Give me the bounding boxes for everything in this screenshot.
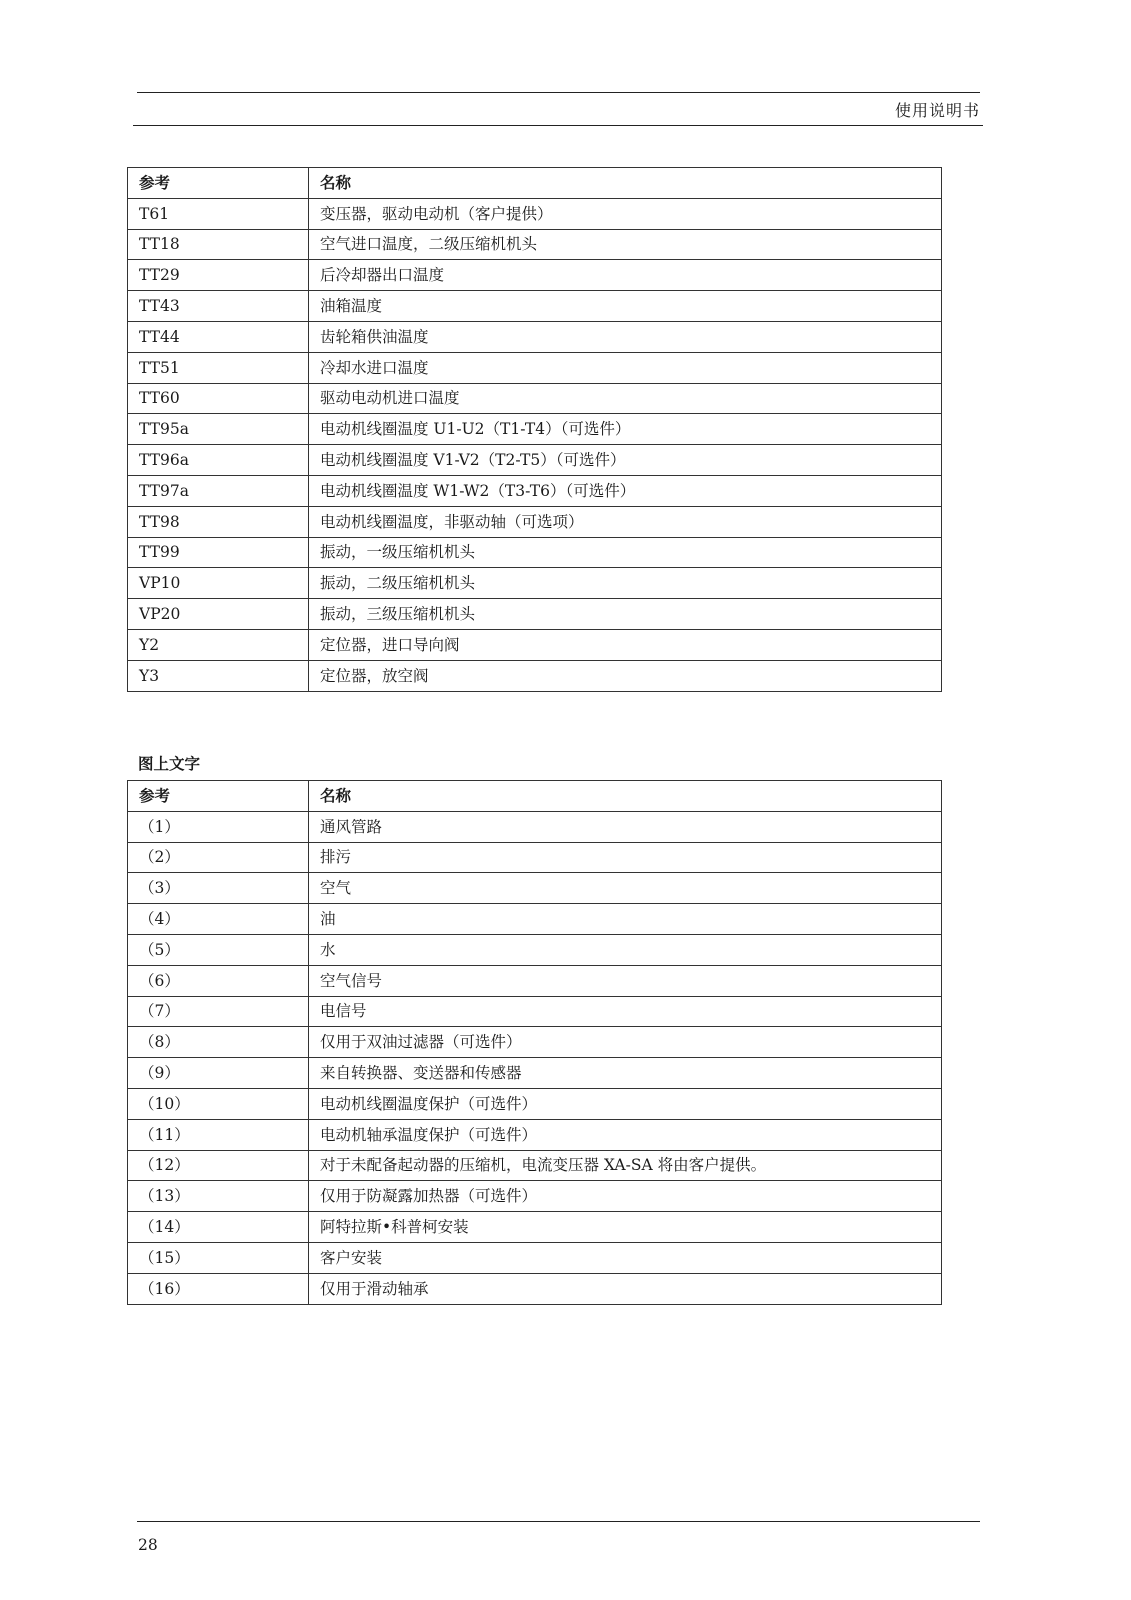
page-number: 28 xyxy=(138,1536,158,1554)
row-ref-cell: （3） xyxy=(128,873,309,904)
row-name-cell: 振动，二级压缩机机头 xyxy=(309,568,942,599)
row-ref-cell: TT51 xyxy=(128,352,309,383)
row-ref-cell: （5） xyxy=(128,934,309,965)
table-row xyxy=(128,1273,942,1304)
table-row xyxy=(128,198,942,229)
row-name-cell: 仅用于防凝露加热器（可选件） xyxy=(309,1181,942,1212)
row-name-cell: 空气信号 xyxy=(309,965,942,996)
row-name-cell: 仅用于双油过滤器（可选件） xyxy=(309,1027,942,1058)
table-row xyxy=(128,934,942,965)
row-name-cell: 阿特拉斯•科普柯安装 xyxy=(309,1212,942,1243)
row-name-cell: 电动机线圈温度 U1-U2（T1-T4）（可选件） xyxy=(309,414,942,445)
row-name-cell: 空气进口温度，二级压缩机机头 xyxy=(309,229,942,260)
row-name-cell: 驱动电动机进口温度 xyxy=(309,383,942,414)
row-ref-cell: （8） xyxy=(128,1027,309,1058)
row-name-cell: 电动机线圈温度，非驱动轴（可选项） xyxy=(309,506,942,537)
row-name-cell: 对于未配备起动器的压缩机，电流变压器 XA-SA 将由客户提供。 xyxy=(309,1150,942,1181)
section-title: 图上文字 xyxy=(138,754,201,773)
table-row xyxy=(128,321,942,352)
table-row xyxy=(128,904,942,935)
row-ref-cell: Y2 xyxy=(128,629,309,660)
table-header-row xyxy=(128,168,942,199)
table-row xyxy=(128,1150,942,1181)
table-row xyxy=(128,568,942,599)
reference-table-2-body xyxy=(128,781,942,1305)
column-header-ref: 参考 xyxy=(128,168,309,199)
reference-table-1-body xyxy=(128,168,942,692)
row-name-cell: 后冷却器出口温度 xyxy=(309,260,942,291)
table-row xyxy=(128,383,942,414)
header-rule-bottom xyxy=(133,125,983,126)
row-name-cell: 仅用于滑动轴承 xyxy=(309,1273,942,1304)
row-name-cell: 电动机线圈温度保护（可选件） xyxy=(309,1088,942,1119)
table-row xyxy=(128,811,942,842)
table-row xyxy=(128,660,942,691)
reference-table-1 xyxy=(127,167,942,692)
row-name-cell: 振动，一级压缩机机头 xyxy=(309,537,942,568)
table-row xyxy=(128,1242,942,1273)
table-row xyxy=(128,291,942,322)
row-ref-cell: （7） xyxy=(128,996,309,1027)
table-row xyxy=(128,475,942,506)
table-row xyxy=(128,414,942,445)
table-header-row xyxy=(128,781,942,812)
row-ref-cell: （4） xyxy=(128,904,309,935)
row-ref-cell: （12） xyxy=(128,1150,309,1181)
header-rule-top xyxy=(137,92,980,93)
row-ref-cell: （2） xyxy=(128,842,309,873)
table-row xyxy=(128,996,942,1027)
table-row xyxy=(128,506,942,537)
row-ref-cell: （16） xyxy=(128,1273,309,1304)
row-ref-cell: TT99 xyxy=(128,537,309,568)
row-ref-cell: TT44 xyxy=(128,321,309,352)
row-ref-cell: TT18 xyxy=(128,229,309,260)
table-row xyxy=(128,445,942,476)
row-name-cell: 排污 xyxy=(309,842,942,873)
row-ref-cell: VP10 xyxy=(128,568,309,599)
row-name-cell: 变压器，驱动电动机（客户提供） xyxy=(309,198,942,229)
table-row xyxy=(128,537,942,568)
row-name-cell: 定位器，放空阀 xyxy=(309,660,942,691)
table-row xyxy=(128,1212,942,1243)
table-row xyxy=(128,1027,942,1058)
table-row xyxy=(128,260,942,291)
row-name-cell: 油箱温度 xyxy=(309,291,942,322)
row-ref-cell: （9） xyxy=(128,1058,309,1089)
row-ref-cell: （1） xyxy=(128,811,309,842)
column-header-name: 名称 xyxy=(309,781,942,812)
row-ref-cell: TT95a xyxy=(128,414,309,445)
row-ref-cell: TT29 xyxy=(128,260,309,291)
row-name-cell: 电信号 xyxy=(309,996,942,1027)
table-row xyxy=(128,1119,942,1150)
row-ref-cell: TT43 xyxy=(128,291,309,322)
row-ref-cell: （6） xyxy=(128,965,309,996)
row-ref-cell: TT60 xyxy=(128,383,309,414)
row-ref-cell: （11） xyxy=(128,1119,309,1150)
row-name-cell: 电动机线圈温度 W1-W2（T3-T6）（可选件） xyxy=(309,475,942,506)
row-ref-cell: TT96a xyxy=(128,445,309,476)
table-row xyxy=(128,1181,942,1212)
row-ref-cell: （13） xyxy=(128,1181,309,1212)
reference-table-2 xyxy=(127,780,942,1305)
table-row xyxy=(128,599,942,630)
header-title: 使用说明书 xyxy=(894,101,980,120)
column-header-name: 名称 xyxy=(309,168,942,199)
column-header-ref: 参考 xyxy=(128,781,309,812)
table-row xyxy=(128,229,942,260)
table-row xyxy=(128,1088,942,1119)
table-row xyxy=(128,842,942,873)
table-row xyxy=(128,1058,942,1089)
row-name-cell: 冷却水进口温度 xyxy=(309,352,942,383)
row-name-cell: 定位器，进口导向阀 xyxy=(309,629,942,660)
row-ref-cell: （15） xyxy=(128,1242,309,1273)
row-name-cell: 空气 xyxy=(309,873,942,904)
row-ref-cell: TT97a xyxy=(128,475,309,506)
table-row xyxy=(128,873,942,904)
row-ref-cell: T61 xyxy=(128,198,309,229)
row-name-cell: 来自转换器、变送器和传感器 xyxy=(309,1058,942,1089)
row-name-cell: 振动，三级压缩机机头 xyxy=(309,599,942,630)
row-name-cell: 客户安装 xyxy=(309,1242,942,1273)
row-name-cell: 电动机线圈温度 V1-V2（T2-T5）（可选件） xyxy=(309,445,942,476)
row-ref-cell: TT98 xyxy=(128,506,309,537)
table-row xyxy=(128,629,942,660)
row-ref-cell: VP20 xyxy=(128,599,309,630)
row-name-cell: 齿轮箱供油温度 xyxy=(309,321,942,352)
row-name-cell: 油 xyxy=(309,904,942,935)
row-ref-cell: Y3 xyxy=(128,660,309,691)
table-row xyxy=(128,352,942,383)
row-ref-cell: （14） xyxy=(128,1212,309,1243)
row-name-cell: 电动机轴承温度保护（可选件） xyxy=(309,1119,942,1150)
row-name-cell: 通风管路 xyxy=(309,811,942,842)
row-ref-cell: （10） xyxy=(128,1088,309,1119)
footer-rule xyxy=(137,1521,980,1522)
table-row xyxy=(128,965,942,996)
row-name-cell: 水 xyxy=(309,934,942,965)
